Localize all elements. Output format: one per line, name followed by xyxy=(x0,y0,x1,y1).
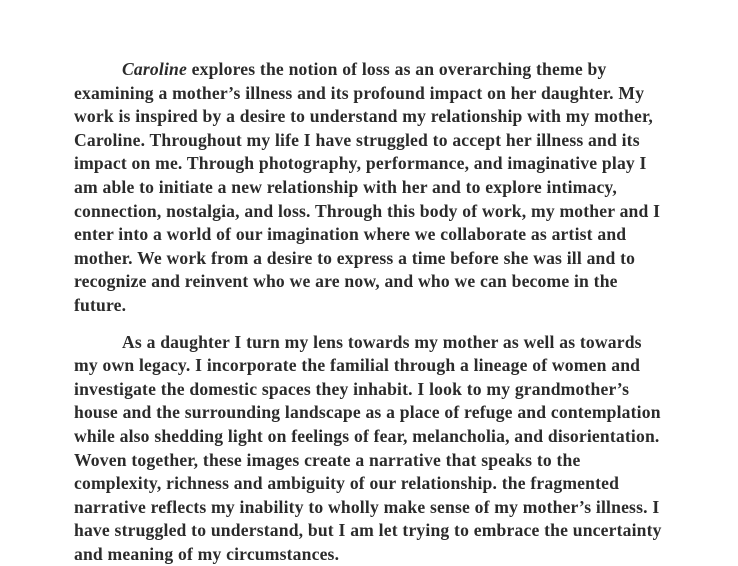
statement-paragraph-2-text: As a daughter I turn my lens towards my mother as well as towards my own legacy. I incorporate the familial through a lineage of women and investigate the domestic spaces they inhabit. I look to my grandmother’s house and the surrounding landscape as a place of refuge and contemplation while also shedding light on feelings of fear, melancholia, and disorientation. Woven together, these images create a narrative that speaks to the complexity, richness and ambiguity of our relationship. the fragmented narrative reflects my inability to wholly make sense of my mother’s illness. I have struggled to understand, but I am let trying to embrace the uncertainty and meaning of my circumstances. xyxy=(74,331,662,564)
work-title-emphasis: Caroline xyxy=(122,59,187,79)
statement-paragraph-2 xyxy=(74,331,666,566)
statement-paragraph-1 xyxy=(74,58,666,318)
artist-statement-body xyxy=(74,58,666,566)
statement-paragraph-1-text: explores the notion of loss as an overarching theme by examining a mother’s illness and its profound impact on her daughter. My work is inspired by a desire to understand my relationship with my mother, Caroline. Throughout my life I have struggled to accept her illness and its impact on me. Through photography, performance, and imaginative play I am able to initiate a new relationship with her and to explore intimacy, connection, nostalgia, and loss. Through this body of work, my mother and I enter into a world of our imagination where we collaborate as artist and mother. We work from a desire to express a time before she was ill and to recognize and reinvent who we are now, and who we can become in the future. xyxy=(74,59,661,315)
